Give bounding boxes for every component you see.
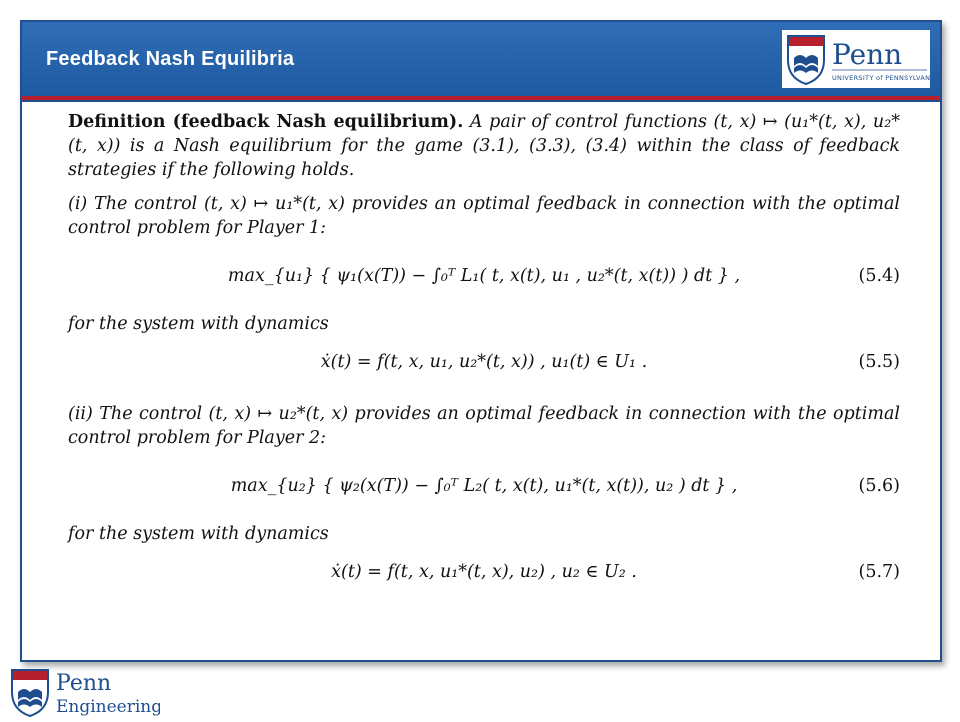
penn-engineering-line1: Penn: [56, 671, 112, 696]
dynamics-label-2: for the system with dynamics: [68, 524, 329, 544]
equation-5-6-number: (5.6): [858, 476, 900, 496]
equation-5-5-number: (5.5): [858, 352, 900, 372]
svg-text:UNIVERSITY of PENNSYLVANIA: UNIVERSITY of PENNSYLVANIA: [832, 74, 930, 82]
definition-paragraph: [68, 110, 900, 182]
slide-title: Feedback Nash Equilibria: [46, 48, 295, 70]
equation-5-7-body: ẋ(t) = f(t, x, u₁*(t, x), u₂) , u₂ ∈ U₂ .: [331, 562, 637, 582]
penn-shield-icon: [782, 30, 930, 88]
equation-5-5: [68, 342, 900, 386]
equation-5-7-number: (5.7): [858, 562, 900, 582]
penn-engineering-shield-icon: [10, 668, 160, 718]
item-two: (ii) The control (t, x) ↦ u₂*(t, x) provides an optimal feedback in connection with the optimal control problem for Player 2:: [68, 404, 900, 448]
equation-5-7: [68, 552, 900, 596]
equation-5-6-body: max_{u₂} { ψ₂(x(T)) − ∫₀ᵀ L₂( t, x(t), u₁*(t, x(t)), u₂ ) dt } ,: [230, 476, 738, 496]
equation-5-5-body: ẋ(t) = f(t, x, u₁, u₂*(t, x)) , u₁(t) ∈ U₁ .: [320, 352, 648, 372]
equation-5-4-number: (5.4): [858, 266, 900, 286]
header-divider-blue: [22, 100, 940, 102]
slide-frame: [20, 20, 942, 662]
penn-logo: [782, 30, 930, 88]
dynamics-label-1: for the system with dynamics: [68, 314, 329, 334]
equation-5-6: [68, 456, 900, 516]
definition-body: [68, 110, 900, 602]
item-one: (i) The control (t, x) ↦ u₁*(t, x) provides an optimal feedback in connection with the optimal control problem for Player 1:: [68, 194, 900, 238]
penn-wordmark: Penn: [832, 38, 903, 71]
penn-engineering-logo: [10, 668, 160, 718]
definition-heading: Definition (feedback Nash equilibrium).: [68, 112, 464, 132]
penn-engineering-line2: Engineering: [56, 697, 160, 717]
slide-header: [22, 22, 940, 96]
definition-intro: A pair of control functions (t, x) ↦ (u₁*(t, x), u₂*(t, x)) is a Nash equilibrium for the game (3.1), (3.3), (3.4) within the class of feedback strategies if the following holds.: [68, 112, 900, 180]
equation-5-4: [68, 246, 900, 306]
equation-5-4-body: max_{u₁} { ψ₁(x(T)) − ∫₀ᵀ L₁( t, x(t), u₁ , u₂*(t, x(t)) ) dt } ,: [227, 266, 741, 286]
